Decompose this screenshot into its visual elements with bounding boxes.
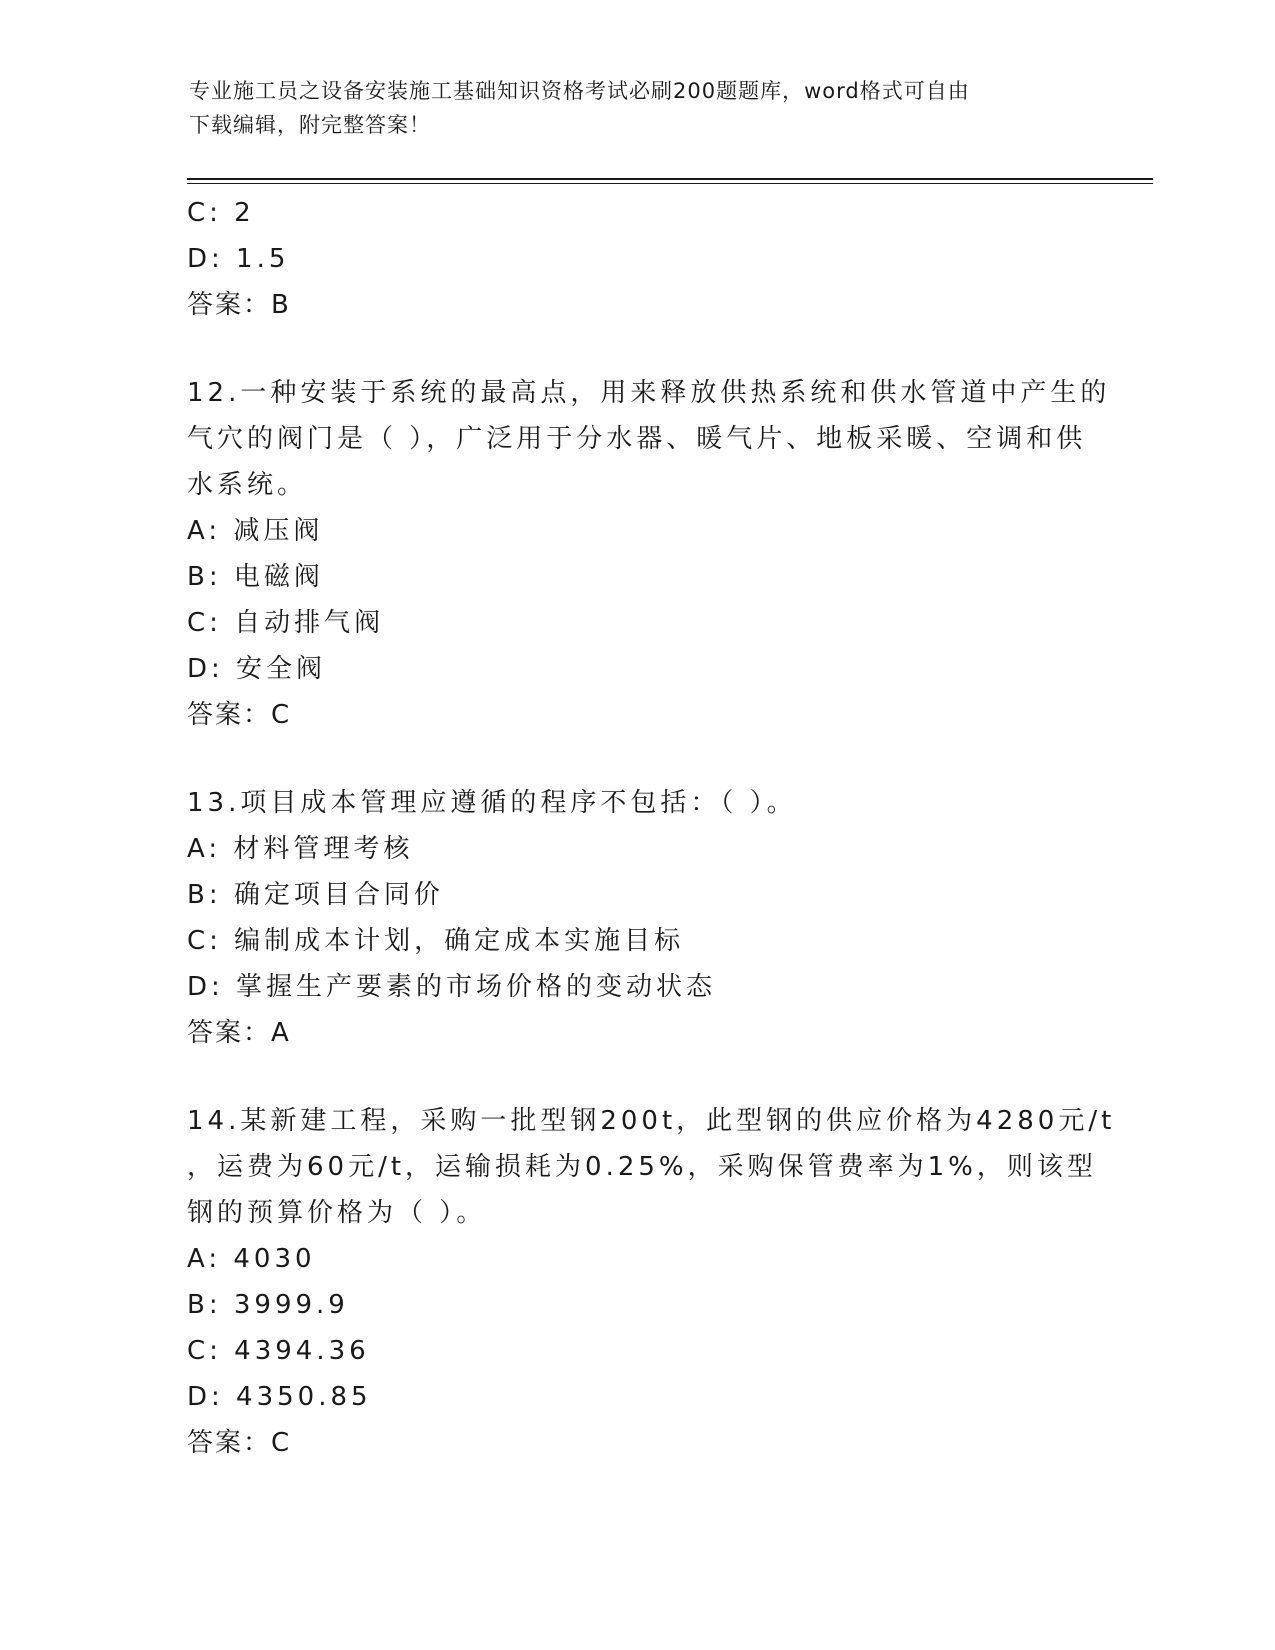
spacer bbox=[187, 328, 1087, 370]
q12-option-d: D: 安全阀 bbox=[187, 654, 327, 684]
question-12 bbox=[187, 370, 1111, 738]
q12-stem-line-3: 水系统。 bbox=[187, 470, 308, 500]
q14-option-a: A: 4030 bbox=[187, 1244, 316, 1274]
q13-stem-line-1: 13.项目成本管理应遵循的程序不包括：（ ）。 bbox=[187, 788, 797, 818]
q12-stem-line-2: 气穴的阀门是（ ），广泛用于分水器、暖气片、地板采暖、空调和供 bbox=[187, 424, 1087, 454]
q13-option-a: A: 材料管理考核 bbox=[187, 834, 414, 864]
q12-option-b: B: 电磁阀 bbox=[187, 562, 324, 592]
q14-stem-line-1: 14.某新建工程，采购一批型钢200t，此型钢的供应价格为4280元/t bbox=[187, 1106, 1116, 1136]
q12-stem-line-1: 12.一种安装于系统的最高点，用来释放供热系统和供水管道中产生的 bbox=[187, 378, 1111, 408]
q12-option-a: A: 减压阀 bbox=[187, 516, 324, 546]
q14-option-b: B: 3999.9 bbox=[187, 1290, 349, 1320]
q14-option-d: D: 4350.85 bbox=[187, 1382, 372, 1412]
q13-option-d: D: 掌握生产要素的市场价格的变动状态 bbox=[187, 972, 717, 1002]
q12-option-c: C: 自动排气阀 bbox=[187, 608, 385, 638]
header-divider-thin bbox=[187, 183, 1153, 184]
q13-option-c: C: 编制成本计划，确定成本实施目标 bbox=[187, 926, 685, 956]
question-content bbox=[187, 190, 1116, 1466]
q14-stem-line-3: 钢的预算价格为（ ）。 bbox=[187, 1198, 487, 1228]
q12-answer: 答案：C bbox=[187, 700, 292, 730]
question-13 bbox=[187, 780, 1087, 1056]
header-divider-thick bbox=[187, 178, 1153, 180]
q14-answer: 答案：C bbox=[187, 1428, 292, 1458]
q14-option-c: C: 4394.36 bbox=[187, 1336, 370, 1366]
q13-option-b: B: 确定项目合同价 bbox=[187, 880, 444, 910]
header-title-line-1: 专业施工员之设备安装施工基础知识资格考试必刷200题题库，word格式可自由 bbox=[189, 79, 970, 103]
q11-option-c: C: 2 bbox=[187, 198, 255, 228]
question-14 bbox=[187, 1098, 1116, 1466]
question-11-tail bbox=[187, 190, 1087, 328]
q13-answer: 答案：A bbox=[187, 1018, 291, 1048]
header-title-line-2: 下载编辑，附完整答案！ bbox=[189, 113, 431, 137]
q14-stem-line-2: ，运费为60元/t，运输损耗为0.25%，采购保管费率为1%，则该型 bbox=[187, 1152, 1097, 1182]
q11-option-d: D: 1.5 bbox=[187, 244, 290, 274]
q11-answer: 答案：B bbox=[187, 290, 291, 320]
spacer bbox=[187, 738, 1087, 780]
spacer bbox=[187, 1056, 1087, 1098]
document-header bbox=[189, 74, 1069, 142]
